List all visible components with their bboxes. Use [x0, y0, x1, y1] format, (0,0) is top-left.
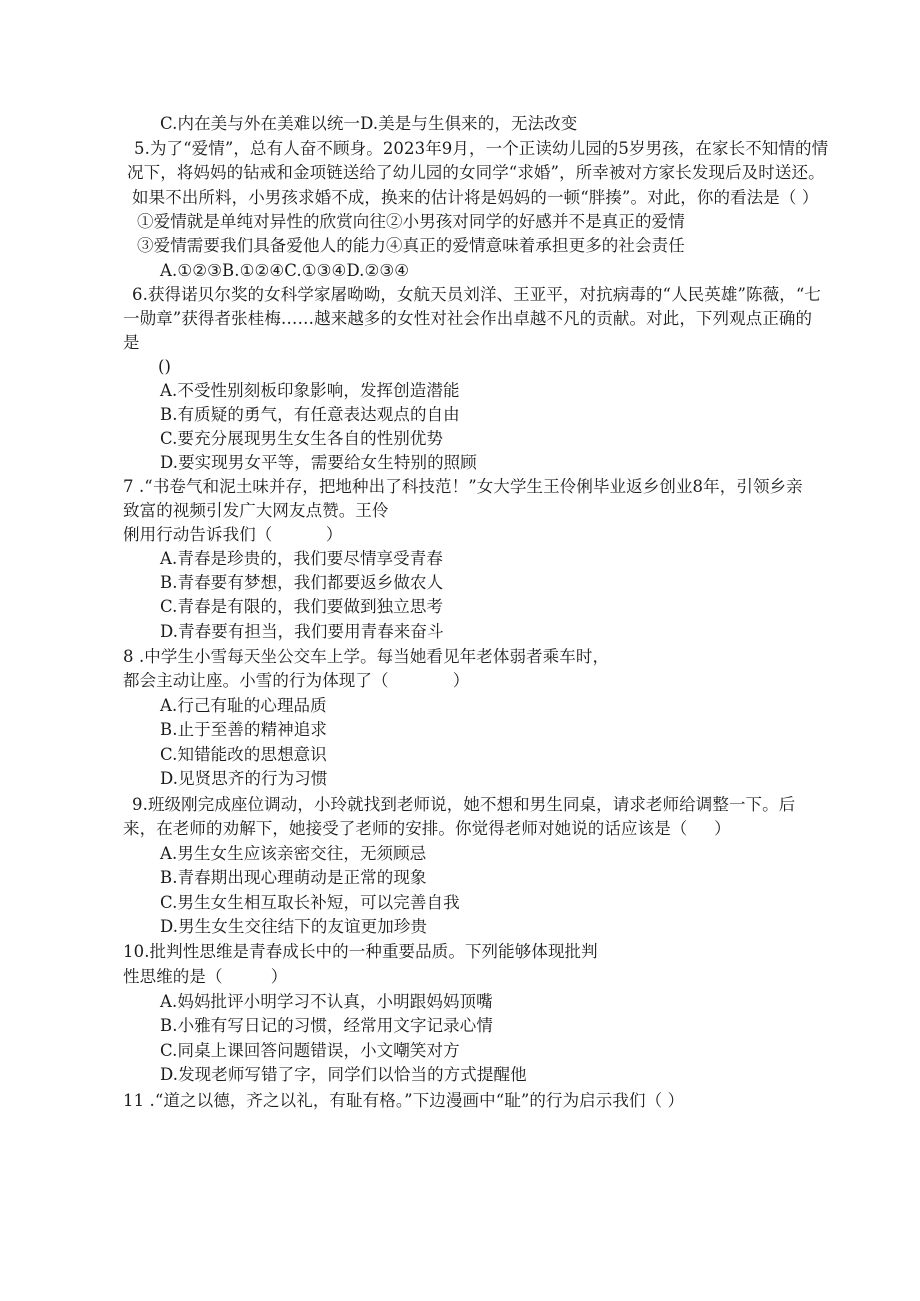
- q4-options-cd: C.内在美与外在美难以统一D.美是与生俱来的，无法改变: [160, 114, 578, 133]
- q7-option-c: C.青春是有限的，我们要做到独立思考: [160, 597, 444, 616]
- q5-statement-3-4: ③爱情需要我们具备爱他人的能力④真正的爱情意味着承担更多的社会责任: [137, 236, 685, 255]
- q6-answer-blank: (): [158, 357, 172, 376]
- q5-options: A.①②③B.①②④C.①③④D.②③④: [160, 261, 410, 280]
- q10-option-a: A.妈妈批评小明学习不认真，小明跟妈妈顶嘴: [160, 992, 493, 1011]
- q9-option-c: C.男生女生相互取长补短，可以完善自我: [160, 893, 460, 912]
- q8-option-b: B.止于至善的精神追求: [160, 720, 327, 739]
- q9-option-d: D.男生女生交往结下的友谊更加珍贵: [160, 917, 428, 936]
- q7-stem-line3: 俐用行动告诉我们（ ）: [123, 525, 343, 544]
- q10-option-b: B.小雅有写日记的习惯，经常用文字记录心情: [160, 1016, 493, 1035]
- q10-stem-line2: 性思维的是（ ）: [123, 967, 288, 986]
- q10-option-d: D.发现老师写错了字，同学们以恰当的方式提醒他: [160, 1065, 527, 1084]
- q9-stem-line2: 来，在老师的劝解下，她接受了老师的安排。你觉得老师对她说的话应该是（ ）: [123, 819, 731, 838]
- q5-stem-line3: 如果不出所料，小男孩求婚不成，换来的估计将是妈妈的一顿“胖揍”。对此，你的看法是（ ）: [132, 188, 819, 207]
- q6-option-c: C.要充分展现男生女生各自的性别优势: [160, 429, 444, 448]
- q7-stem-line2: 致富的视频引发广大网友点赞。王伶: [123, 501, 389, 520]
- q11-stem-line1: 11 .“道之以德，齐之以礼，有耻有格。”下边漫画中“耻”的行为启示我们（ ）: [123, 1091, 685, 1110]
- q5-stem-line2: 况下，将妈妈的钻戒和金项链送给了幼儿园的女同学“求婚”，所幸被对方家长发现后及时送还。: [127, 163, 825, 182]
- q9-option-b: B.青春期出现心理萌动是正常的现象: [160, 868, 427, 887]
- q6-stem-line2: 一勋章”获得者张桂梅……越来越多的女性对社会作出卓越不凡的贡献。对此，下列观点正确的: [123, 309, 813, 328]
- q10-stem-line1: 10.批判性思维是青春成长中的一种重要品质。下列能够体现批判: [123, 942, 598, 961]
- q8-option-d: D.见贤思齐的行为习惯: [160, 769, 328, 788]
- q8-option-a: A.行己有耻的心理品质: [160, 696, 327, 715]
- q10-option-c: C.同桌上课回答问题错误，小文嘲笑对方: [160, 1041, 460, 1060]
- q6-option-a: A.不受性别刻板印象影响，发挥创造潜能: [160, 381, 460, 400]
- q8-option-c: C.知错能改的思想意识: [160, 745, 327, 764]
- q6-stem-line1: 6.获得诺贝尔奖的女科学家屠呦呦，女航天员刘洋、王亚平，对抗病毒的“人民英雄”陈薇，“七: [132, 285, 821, 304]
- q9-option-a: A.男生女生应该亲密交往，无须顾忌: [160, 844, 427, 863]
- q8-stem-line1: 8 .中学生小雪每天坐公交车上学。每当她看见年老体弱者乘车时，: [123, 647, 610, 666]
- q5-statement-1-2: ①爱情就是单纯对异性的欣赏向往②小男孩对同学的好感并不是真正的爱情: [137, 212, 685, 231]
- q7-option-b: B.青春要有梦想，我们都要返乡做农人: [160, 573, 444, 592]
- q6-stem-line3: 是: [123, 333, 140, 352]
- q7-option-a: A.青春是珍贵的，我们要尽情享受青春: [160, 549, 443, 568]
- q6-option-b: B.有质疑的勇气，有任意表达观点的自由: [160, 405, 460, 424]
- q7-stem-line1: 7 .“书卷气和泥土味并存，把地种出了科技范！”女大学生王伶俐毕业返乡创业8年，引领乡亲: [123, 477, 803, 496]
- q9-stem-line1: 9.班级刚完成座位调动，小玲就找到老师说，她不想和男生同桌，请求老师给调整一下。后: [132, 795, 796, 814]
- q6-option-d: D.要实现男女平等，需要给女生特别的照顾: [160, 453, 477, 472]
- q7-option-d: D.青春要有担当，我们要用青春来奋斗: [160, 622, 444, 641]
- q5-stem-line1: 5.为了“爱情”，总有人奋不顾身。2023年9月，一个正读幼儿园的5岁男孩，在家长不知情的情: [134, 139, 829, 158]
- q8-stem-line2: 都会主动让座。小雪的行为体现了（ ）: [123, 671, 470, 690]
